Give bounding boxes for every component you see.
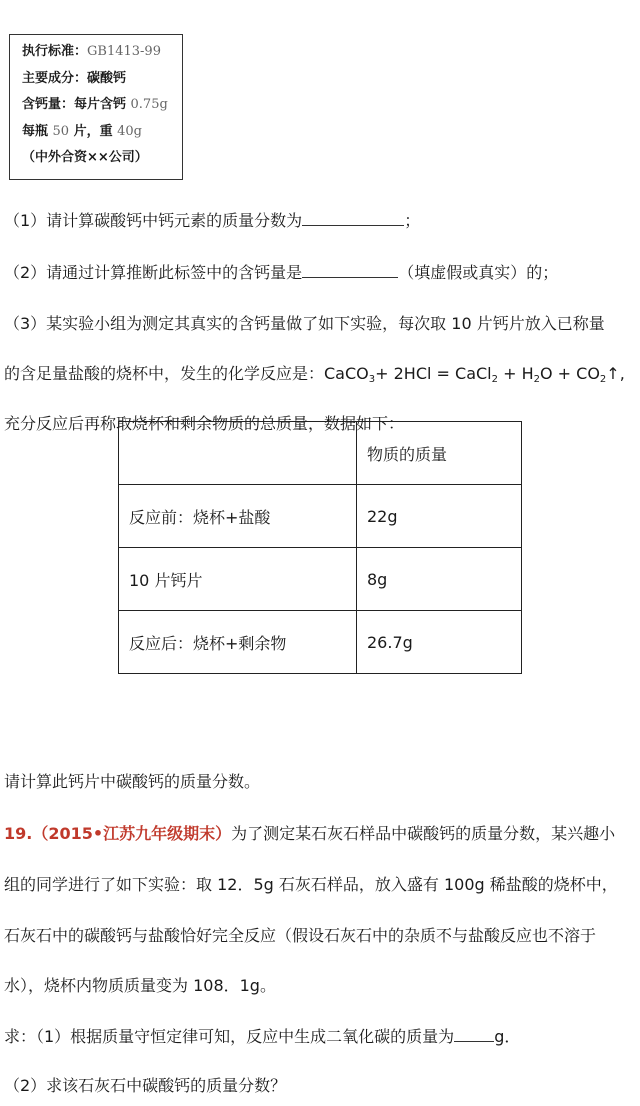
table-cell: 8g [357,548,522,611]
table-cell [119,422,357,485]
question-2: （2）请通过计算推断此标签中的含钙量是 （填虚假或真实）的； [4,263,559,282]
problem-19-line4: 水），烧杯内物质质量变为 108．1g。 [4,976,276,995]
problem-number: 19.（2015•江苏九年级期末） [4,824,232,843]
table-row [119,485,522,548]
label-ingredient: 主要成分：碳酸钙 [22,70,127,86]
problem-19-line3: 石灰石中的碳酸钙与盐酸恰好完全反应（假设石灰石中的杂质不与盐酸反应也不溶于 [4,926,597,945]
table-row [119,548,522,611]
label-standard: 执行标准：GB1413-99 [22,44,161,59]
table-cell: 反应后：烧杯+剩余物 [119,611,357,674]
question-1: （1）请计算碳酸钙中钙元素的质量分数为 ； [4,211,421,230]
product-label-box [9,34,183,180]
table-cell: 26.7g [357,611,522,674]
table-cell: 22g [357,485,522,548]
table-header: 物质的质量 [357,422,522,485]
table-row [119,611,522,674]
question-3-line1: （3）某实验小组为测定其真实的含钙量做了如下实验，每次取 10 片钙片放入已称量 [4,314,605,333]
question-3-line3: 充分反应后再称取烧杯和剩余物质的总质量，数据如下： [4,414,405,433]
table-cell: 反应前：烧杯+盐酸 [119,485,357,548]
problem-19-line1: 19.（2015•江苏九年级期末）为了测定某石灰石样品中碳酸钙的质量分数，某兴趣小 [4,824,616,843]
problem-19-line6: （2）求该石灰石中碳酸钙的质量分数？ [4,1076,287,1095]
ask-text: 请计算此钙片中碳酸钙的质量分数。 [4,772,261,791]
problem-19-line5: 求：（1）根据质量守恒定律可知，反应中生成二氧化碳的质量为 g． [4,1027,521,1046]
label-company: （中外合资××公司） [22,150,148,165]
table-row [119,422,522,485]
question-3-line2: 的含足量盐酸的烧杯中，发生的化学反应是：CaCO$_3$+ 2HCl = CaCl$_2$ + $H_2O$ + $CO_2↑$, [4,364,625,385]
table-cell: 10 片钙片 [119,548,357,611]
label-bottle: 每瓶 50 片，重 40g [22,123,143,139]
data-table [118,421,522,674]
problem-19-line2: 组的同学进行了如下实验：取 12．5g 石灰石样品，放入盛有 100g 稀盐酸的烧杯中， [4,875,618,894]
label-calcium-content: 含钙量：每片含钙 0.75g [22,97,168,112]
